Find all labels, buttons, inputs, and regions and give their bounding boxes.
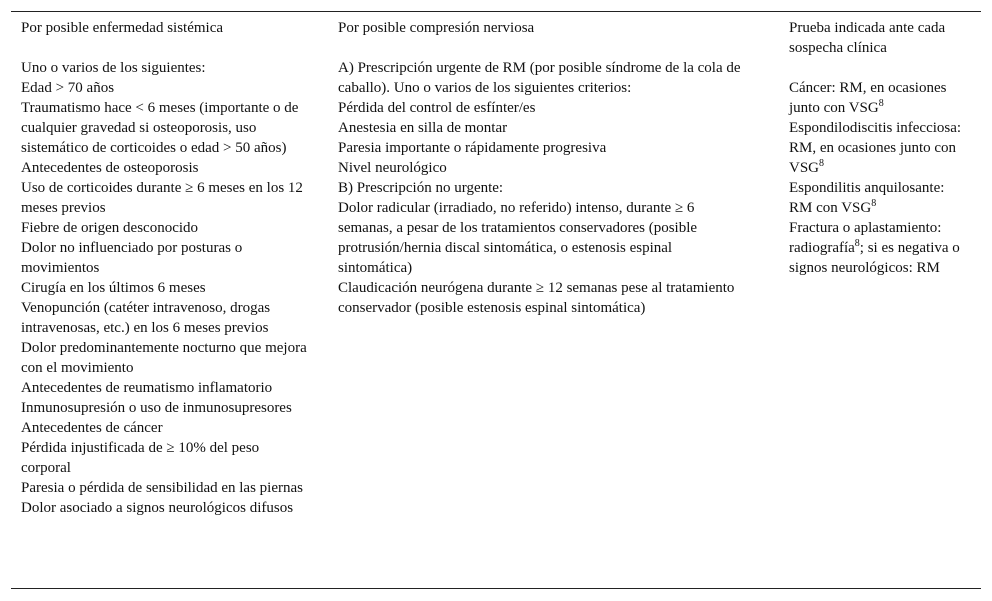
list-item: Pérdida del control de esfínter/es	[338, 100, 536, 116]
list-item: Antecedentes de osteoporosis	[21, 160, 199, 176]
column-systemic-disease	[21, 18, 311, 518]
test-text: Fractura o aplastamiento: radiografía	[789, 220, 942, 256]
test-item-ankylosing-spondylitis	[789, 178, 969, 218]
list-item: Claudicación neurógena durante ≥ 12 semanas pese al tratamiento conservador (posible estenosis espinal sintomática)	[338, 280, 735, 316]
test-text-after: ; si es negativa o signos neurológicos: RM	[789, 240, 960, 276]
list-item: Traumatismo hace < 6 meses (importante o de cualquier gravedad si osteoporosis, uso sistemático de corticoides o edad > 50 años)	[21, 100, 299, 156]
header-nerve-compression: Por posible compresión nerviosa	[338, 20, 535, 36]
test-item-spondylodiscitis	[789, 118, 969, 178]
list-item: Dolor no influenciado por posturas o movimientos	[21, 240, 243, 276]
list-item: Antecedentes de cáncer	[21, 420, 163, 436]
criteria-table	[11, 11, 981, 589]
list-item: Anestesia en silla de montar	[338, 120, 508, 136]
list-item: A) Prescripción urgente de RM (por posible síndrome de la cola de caballo). Uno o varios de los siguientes criterios:	[338, 60, 741, 96]
list-item: Uso de corticoides durante ≥ 6 meses en los 12 meses previos	[21, 180, 303, 216]
list-item: Uno o varios de los siguientes:	[21, 60, 206, 76]
list-item: Nivel neurológico	[338, 160, 447, 176]
header-indicated-test: Prueba indicada ante cada sospecha clínica	[789, 20, 946, 56]
column-indicated-test	[789, 18, 969, 278]
list-item: Antecedentes de reumatismo inflamatorio	[21, 380, 273, 396]
list-item: Paresia o pérdida de sensibilidad en las piernas	[21, 480, 303, 496]
header-systemic-disease: Por posible enfermedad sistémica	[21, 20, 224, 36]
reference-superscript: 8	[871, 198, 877, 209]
list-item: B) Prescripción no urgente:	[338, 180, 504, 196]
list-item: Cirugía en los últimos 6 meses	[21, 280, 206, 296]
list-item: Venopunción (catéter intravenoso, drogas intravenosas, etc.) en los 6 meses previos	[21, 300, 271, 336]
reference-superscript: 8	[854, 238, 860, 249]
list-item: Dolor predominantemente nocturno que mejora con el movimiento	[21, 340, 307, 376]
list-item: Dolor radicular (irradiado, no referido) intenso, durante ≥ 6 semanas, a pesar de los tratamientos conservadores (posible protrusión/hernia discal sintomática, o estenosis espinal sintomática)	[338, 200, 698, 276]
list-item: Inmunosupresión o uso de inmunosupresores	[21, 400, 292, 416]
test-text: Espondilitis anquilosante: RM con VSG	[789, 180, 945, 216]
list-item: Fiebre de origen desconocido	[21, 220, 199, 236]
reference-superscript: 8	[878, 98, 884, 109]
test-item-cancer	[789, 78, 969, 118]
test-text: Cáncer: RM, en ocasiones junto con VSG	[789, 80, 947, 116]
column-nerve-compression	[338, 18, 748, 318]
list-item: Paresia importante o rápidamente progresiva	[338, 140, 607, 156]
reference-superscript: 8	[819, 158, 825, 169]
list-item: Pérdida injustificada de ≥ 10% del peso corporal	[21, 440, 260, 476]
test-item-fracture	[789, 218, 969, 278]
list-item: Dolor asociado a signos neurológicos difusos	[21, 500, 294, 516]
list-item: Edad > 70 años	[21, 80, 115, 96]
test-text: Espondilodiscitis infecciosa: RM, en ocasiones junto con VSG	[789, 120, 962, 176]
